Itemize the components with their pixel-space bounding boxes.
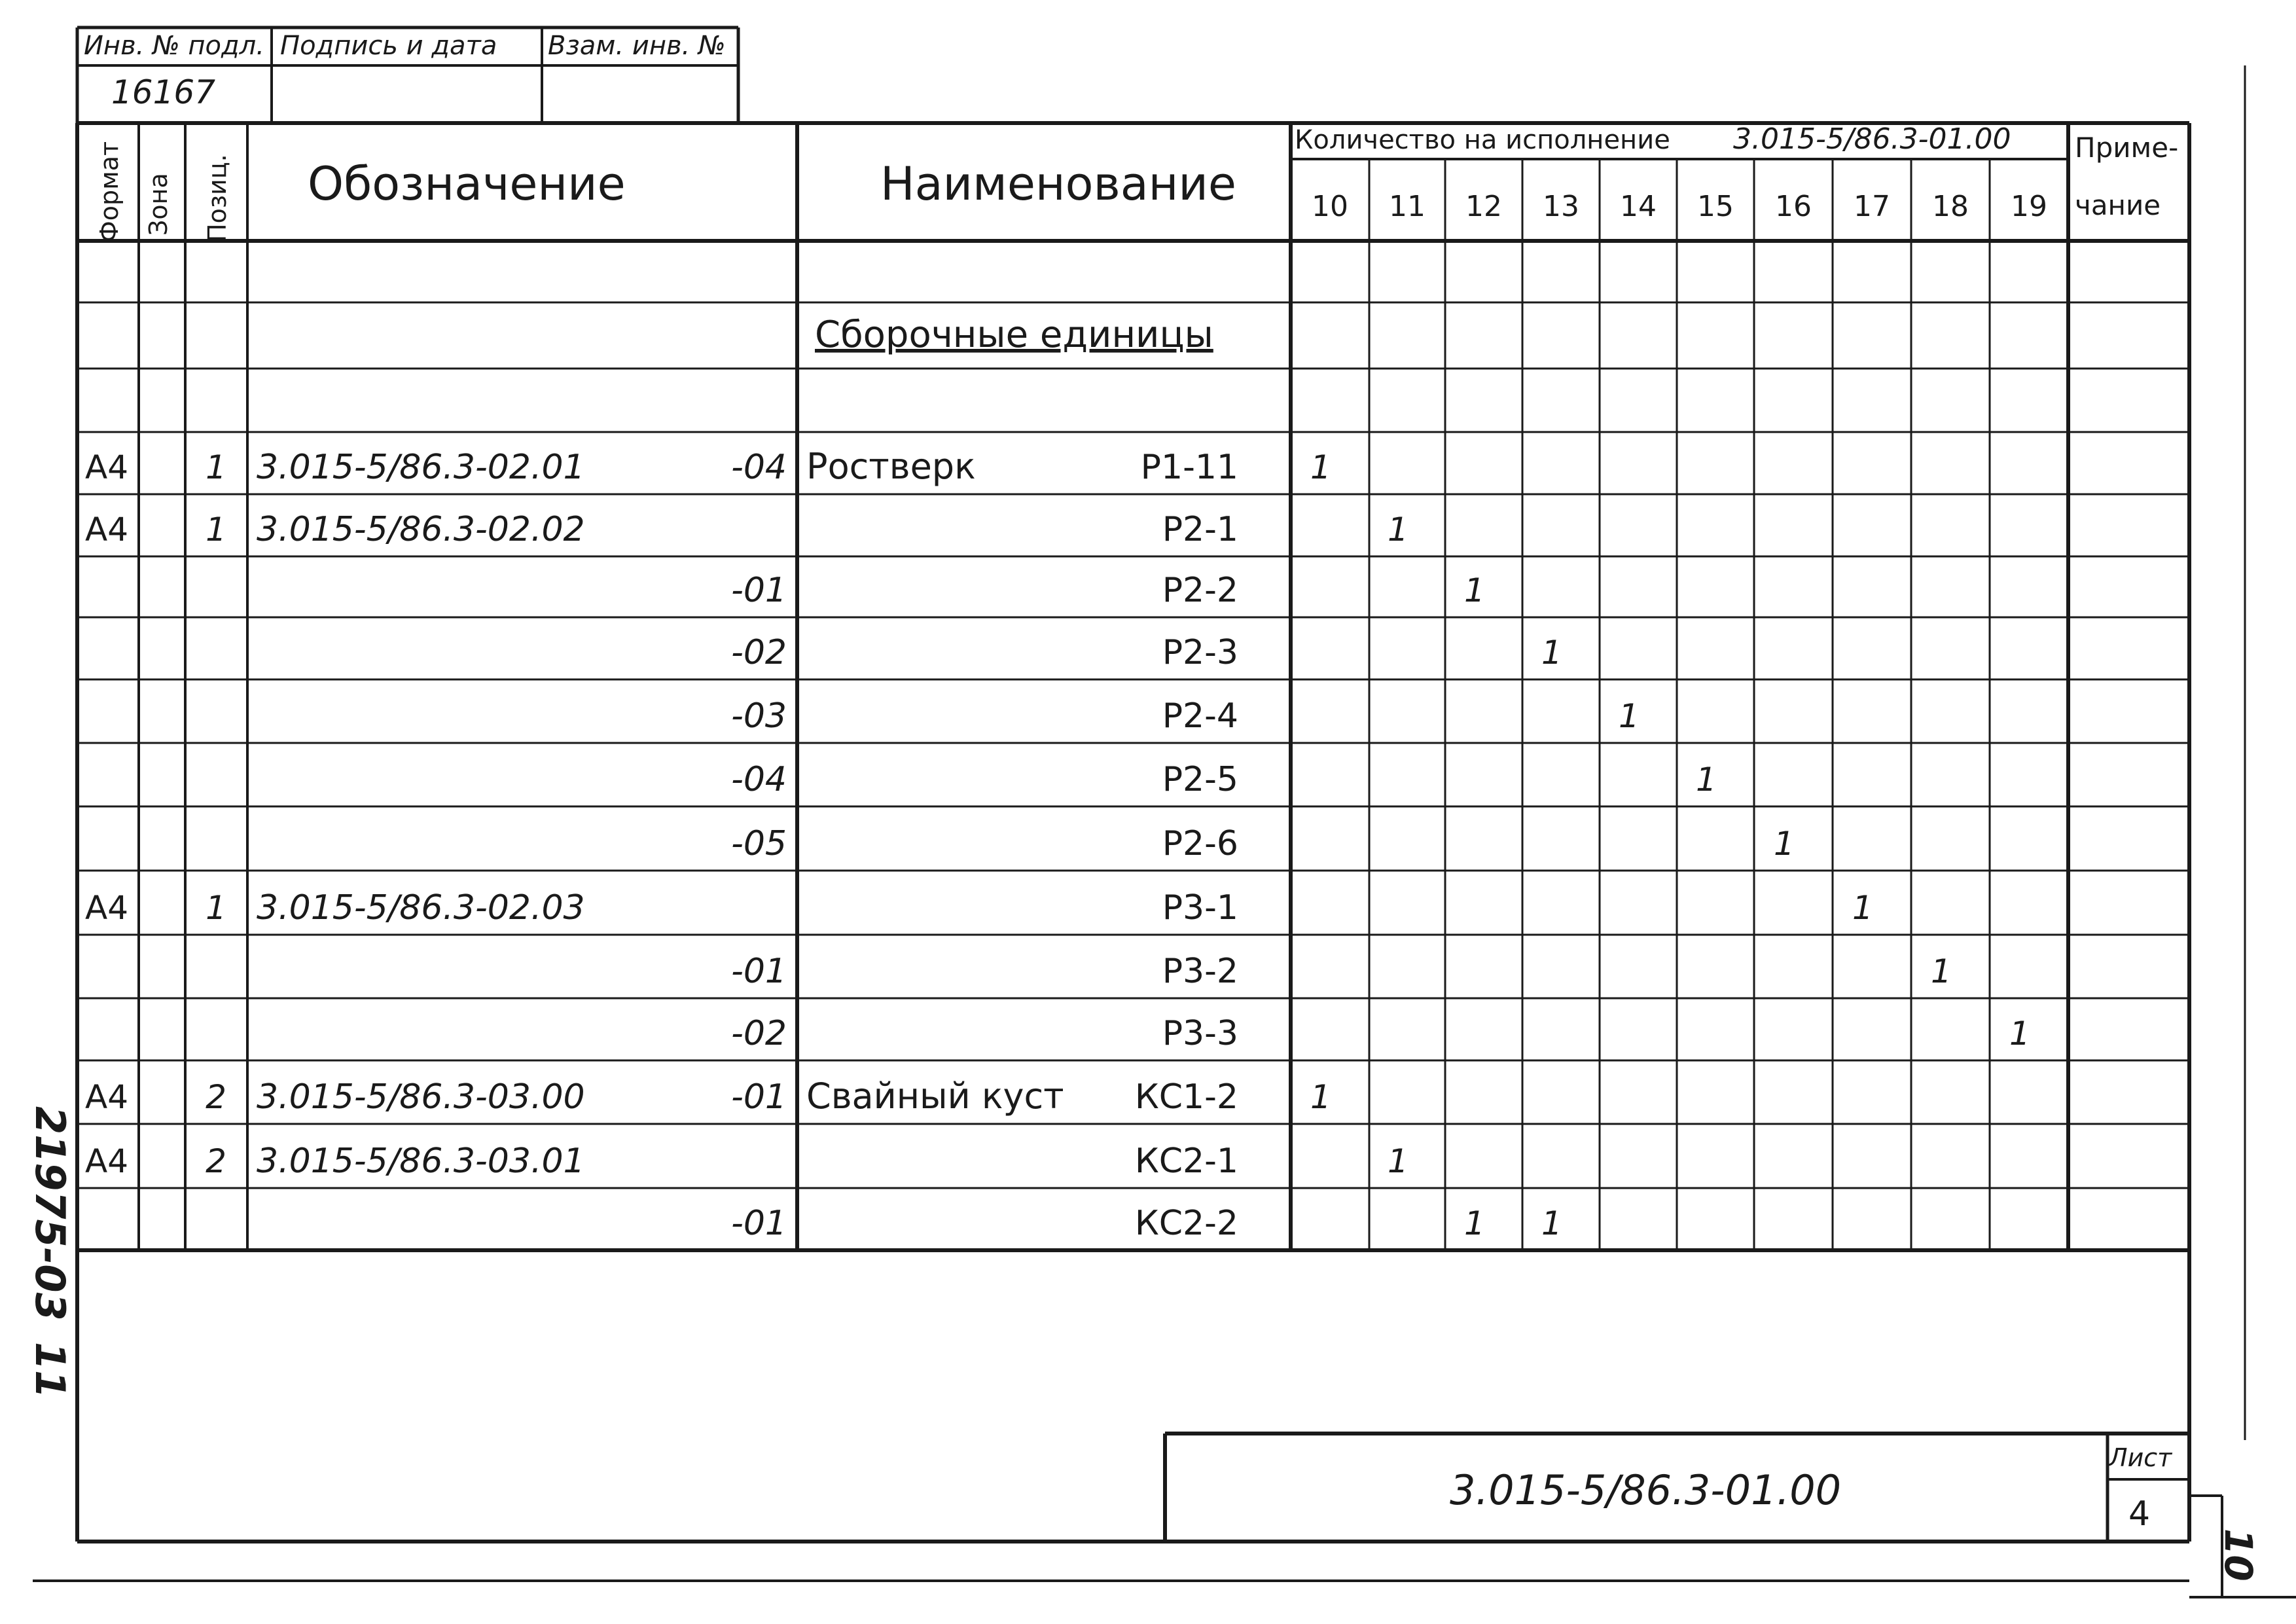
cell-position: 2 xyxy=(206,1078,226,1116)
header-note-line1: Приме- xyxy=(2075,132,2179,164)
cell-quantity: 1 xyxy=(1464,1204,1485,1242)
variant-header-19: 19 xyxy=(2011,190,2047,223)
table-header xyxy=(95,122,2178,242)
table-row xyxy=(731,1204,1562,1243)
title-block-designation: 3.015-5/86.3-01.00 xyxy=(1450,1466,1842,1514)
variant-header-15: 15 xyxy=(1697,190,1734,223)
cell-mark: Р2-3 xyxy=(1162,633,1238,672)
cell-designation-suffix: -01 xyxy=(731,571,787,610)
cell-quantity: 1 xyxy=(1388,1142,1408,1180)
cell-quantity: 1 xyxy=(1310,448,1331,486)
table-row xyxy=(731,824,1795,863)
cell-mark: Р2-6 xyxy=(1162,824,1238,863)
table-row xyxy=(731,952,1952,991)
header-position: Позиц. xyxy=(203,154,232,242)
cell-mark: Р2-4 xyxy=(1162,696,1238,736)
title-block xyxy=(1450,1443,2173,1534)
header-zone: Зона xyxy=(144,173,173,236)
table-row xyxy=(731,633,1562,672)
archive-number: 21975-03 xyxy=(26,1106,74,1321)
header-name: Наименование xyxy=(880,157,1236,211)
sheet-number: 4 xyxy=(2128,1494,2151,1534)
cell-name: Ростверк xyxy=(806,446,976,487)
cell-designation-suffix: -02 xyxy=(731,1014,787,1053)
stamp-header-replace: Взам. инв. № xyxy=(548,31,726,61)
cell-position: 1 xyxy=(206,511,226,549)
cell-designation-suffix: -01 xyxy=(731,1077,787,1117)
table-row xyxy=(85,510,1408,549)
cell-quantity: 1 xyxy=(1541,634,1562,672)
cell-format: А4 xyxy=(85,448,129,486)
cell-position: 2 xyxy=(206,1142,226,1180)
header-designation: Обозначение xyxy=(308,157,626,211)
header-quantity-doc: 3.015-5/86.3-01.00 xyxy=(1733,122,2011,156)
cell-quantity: 1 xyxy=(1931,952,1952,990)
stamp-block xyxy=(84,31,726,111)
cell-quantity: 1 xyxy=(1388,511,1408,549)
cell-format: А4 xyxy=(85,1142,129,1180)
sheet-label: Лист xyxy=(2109,1443,2172,1472)
cell-designation: 3.015-5/86.3-02.02 xyxy=(257,510,585,549)
cell-mark: КС1-2 xyxy=(1134,1077,1238,1117)
cell-mark: Р2-1 xyxy=(1162,510,1238,549)
cell-name: Свайный куст xyxy=(806,1075,1064,1117)
variant-header-12: 12 xyxy=(1465,190,1502,223)
header-format: Формат xyxy=(95,141,124,242)
cell-mark: Р2-5 xyxy=(1162,760,1238,799)
stamp-header-inv: Инв. № подл. xyxy=(84,31,264,61)
cell-position: 1 xyxy=(206,889,226,927)
header-quantity-prefix: Количество на исполнение xyxy=(1295,125,1670,155)
cell-quantity: 1 xyxy=(1774,825,1795,863)
cell-mark: Р3-3 xyxy=(1162,1014,1238,1053)
cell-mark: КС2-1 xyxy=(1134,1142,1238,1181)
cell-designation-suffix: -01 xyxy=(731,952,787,991)
variant-header-14: 14 xyxy=(1620,190,1657,223)
cell-mark: КС2-2 xyxy=(1134,1204,1238,1243)
stamp-inv-number: 16167 xyxy=(111,73,216,111)
variant-header-13: 13 xyxy=(1543,190,1579,223)
cell-format: А4 xyxy=(85,1078,129,1116)
variant-header-16: 16 xyxy=(1775,190,1812,223)
cell-designation-suffix: -04 xyxy=(731,448,787,487)
cell-designation-suffix: -02 xyxy=(731,633,787,672)
cell-designation-suffix: -04 xyxy=(731,760,787,799)
cell-designation-suffix: -03 xyxy=(731,696,787,736)
corner-number: 10 xyxy=(2216,1528,2261,1581)
table-row xyxy=(731,696,1640,736)
grid-lines xyxy=(33,27,2296,1597)
table-row xyxy=(731,760,1717,799)
section-title: Сборочные единицы xyxy=(815,314,1213,356)
cell-position: 1 xyxy=(206,448,226,486)
cell-quantity: 1 xyxy=(1619,697,1640,735)
cell-quantity: 1 xyxy=(1852,889,1873,927)
cell-designation: 3.015-5/86.3-02.03 xyxy=(257,888,585,928)
cell-mark: Р2-2 xyxy=(1162,571,1238,610)
cell-format: А4 xyxy=(85,511,129,549)
variant-headers xyxy=(1312,190,2047,223)
cell-mark: Р3-2 xyxy=(1162,952,1238,991)
cell-quantity: 1 xyxy=(2009,1015,2030,1053)
table-row xyxy=(85,1075,1331,1117)
cell-format: А4 xyxy=(85,889,129,927)
cell-designation: 3.015-5/86.3-03.00 xyxy=(257,1077,585,1117)
header-note-line2: чание xyxy=(2075,189,2161,221)
table-row xyxy=(85,1142,1408,1181)
stamp-header-signature: Подпись и дата xyxy=(280,31,497,61)
cell-designation-suffix: -01 xyxy=(731,1204,787,1243)
variant-header-10: 10 xyxy=(1312,190,1348,223)
cell-quantity: 1 xyxy=(1541,1204,1562,1242)
table-row xyxy=(731,1014,2030,1053)
table-row xyxy=(85,446,1331,487)
table-row xyxy=(85,888,1873,928)
cell-mark: Р1-11 xyxy=(1140,448,1238,487)
cell-quantity: 1 xyxy=(1310,1078,1331,1116)
cell-designation: 3.015-5/86.3-03.01 xyxy=(257,1142,585,1181)
archive-sheet: 11 xyxy=(26,1342,74,1399)
variant-header-11: 11 xyxy=(1389,190,1426,223)
table-row xyxy=(731,571,1485,610)
cell-quantity: 1 xyxy=(1464,571,1485,609)
cell-designation-suffix: -05 xyxy=(731,824,787,863)
cell-mark: Р3-1 xyxy=(1162,888,1238,928)
cell-designation: 3.015-5/86.3-02.01 xyxy=(257,448,585,487)
variant-header-18: 18 xyxy=(1932,190,1969,223)
cell-quantity: 1 xyxy=(1696,761,1717,799)
variant-header-17: 17 xyxy=(1854,190,1890,223)
